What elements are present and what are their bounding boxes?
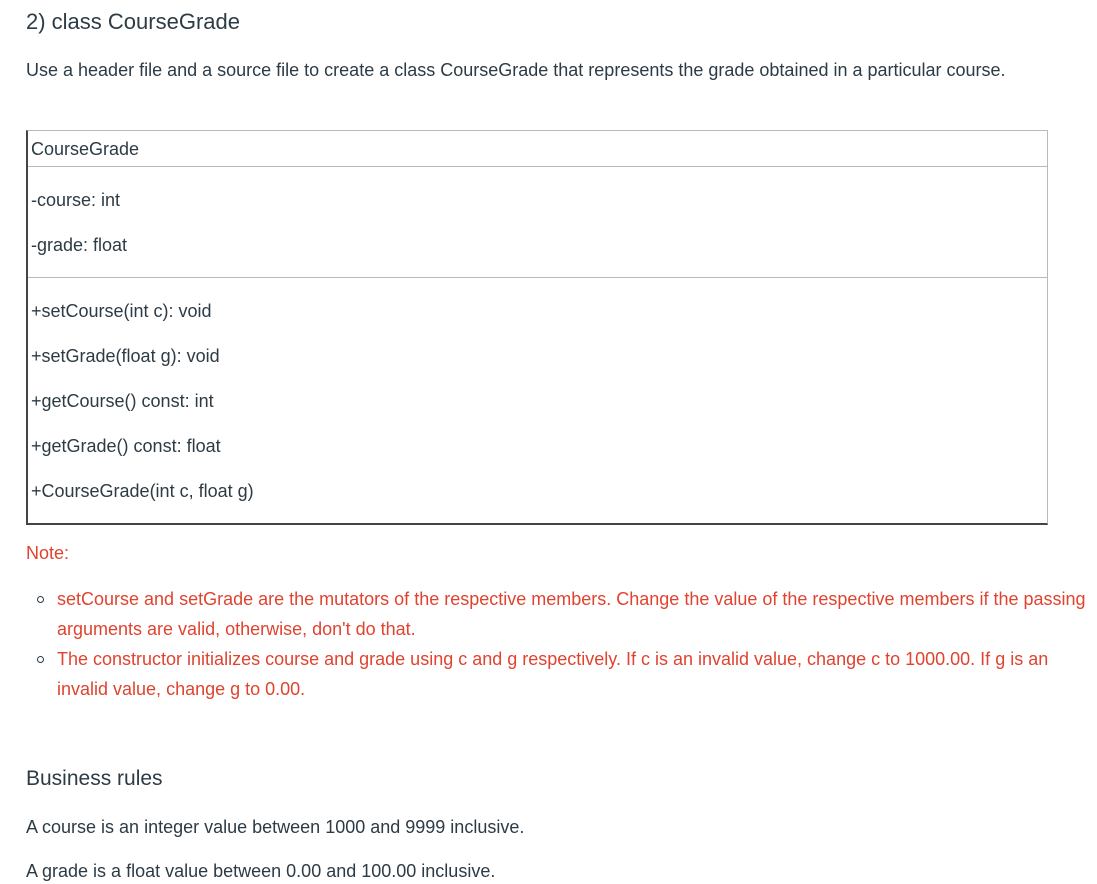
hollow-bullet-icon [37,596,44,603]
note-item-constructor [26,644,1086,704]
uml-method-get-course: +getCourse() const: int [31,391,214,411]
section-heading: 2) class CourseGrade [26,9,240,34]
hollow-bullet-icon [37,656,44,663]
uml-method-get-grade: +getGrade() const: float [31,436,221,456]
note-item-text: The constructor initializes course and grade using c and g respectively. If c is an invalid value, change c to 1000.00. If g is an invalid value, change g to 0.00. [57,649,1049,699]
uml-methods-section [28,278,1047,523]
uml-method-set-grade: +setGrade(float g): void [31,346,220,366]
note-label: Note: [26,543,70,563]
uml-attribute-grade: -grade: float [31,235,128,255]
uml-attribute-course: -course: int [31,190,121,210]
note-item-text: setCourse and setGrade are the mutators of the respective members. Change the value of the respective members if the passing arguments are valid, otherwise, don't do that. [57,589,1086,639]
business-rule-course: A course is an integer value between 1000 and 9999 inclusive. [26,817,525,837]
uml-method-set-course: +setCourse(int c): void [31,301,212,321]
business-rule-grade: A grade is a float value between 0.00 and 100.00 inclusive. [26,861,496,881]
uml-method-constructor: +CourseGrade(int c, float g) [31,481,254,501]
note-item-mutators [26,584,1086,644]
uml-attributes-section [28,167,1047,278]
uml-class-name: CourseGrade [28,131,1047,167]
uml-class-diagram [26,130,1048,525]
note-list [26,584,1086,704]
business-rules-heading: Business rules [26,767,163,790]
intro-paragraph: Use a header file and a source file to create a class CourseGrade that represents the grade obtained in a particular course. [26,60,1006,80]
